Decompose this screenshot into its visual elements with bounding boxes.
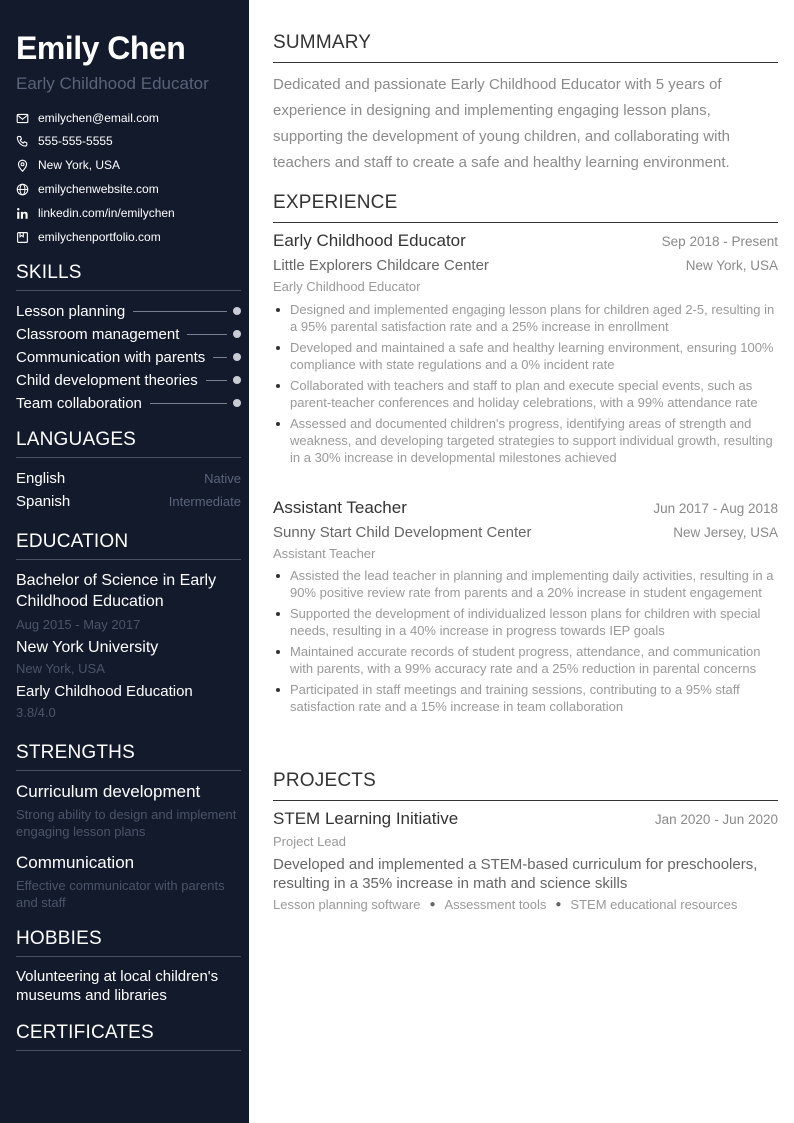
- job-bullet: Supported the development of individualized lesson plans for children with special needs, resulting in a 40% increase in progress towards IEP goals: [273, 605, 778, 639]
- experience-heading: EXPERIENCE: [273, 192, 778, 223]
- job-company: Sunny Start Child Development Center: [273, 524, 532, 541]
- job-role-row: [273, 546, 778, 561]
- candidate-title: Early Childhood Educator: [16, 74, 209, 93]
- contact-location: [16, 156, 120, 174]
- skill-label: Classroom management: [16, 325, 180, 343]
- strength-title: Communication: [16, 853, 135, 872]
- job-role: Assistant Teacher: [273, 546, 376, 561]
- skill-dot: [233, 330, 241, 338]
- education-degree: Bachelor of Science in Early Childhood Education: [16, 572, 217, 610]
- education-gpa: 3.8/4.0: [16, 705, 56, 720]
- contact-phone-text: 555-555-5555: [38, 134, 113, 148]
- job-bullet: Assisted the lead teacher in planning and implementing daily activities, resulting in a 90% positive review rate from parents and a 20% increase in student engagement: [273, 567, 778, 601]
- skill-dot: [233, 353, 241, 361]
- summary-text: Dedicated and passionate Early Childhood Educator with 5 years of experience in designing and implementing engaging lesson plans, supporting the development of young children, and collaborating with teachers and staff to create a safe and healthy learning environment.: [273, 76, 730, 171]
- skill-item: [16, 347, 241, 367]
- skill-line: [133, 311, 227, 312]
- contact-location-text: New York, USA: [38, 158, 121, 172]
- contact-email[interactable]: [16, 109, 159, 127]
- job-company-row: [273, 524, 778, 541]
- skill-item: [16, 393, 241, 413]
- skill-item: [16, 324, 241, 344]
- projects-heading: PROJECTS: [273, 770, 778, 801]
- hobbies-text: Volunteering at local children's museums and libraries: [16, 968, 219, 1004]
- skill-line: [150, 403, 227, 404]
- job-company: Little Explorers Childcare Center: [273, 257, 489, 274]
- skill-line: [187, 334, 227, 335]
- job-location: New Jersey, USA: [673, 525, 778, 540]
- strengths-heading: STRENGTHS: [16, 742, 241, 771]
- job-title: Assistant Teacher: [273, 498, 407, 517]
- project-tool: STEM educational resources: [570, 897, 738, 912]
- job-role: Early Childhood Educator: [273, 279, 421, 294]
- job-bullet: Collaborated with teachers and staff to plan and execute special events, such as parent-teacher conferences and holiday celebrations, with a 99% attendance rate: [273, 377, 778, 411]
- candidate-name: Emily Chen: [16, 30, 186, 66]
- job-dates: Sep 2018 - Present: [661, 234, 778, 249]
- linkedin-icon: [16, 207, 29, 220]
- language-item: [16, 491, 241, 511]
- project-tool: Assessment tools: [444, 897, 547, 912]
- job-role-row: [273, 279, 778, 294]
- skill-dot: [233, 399, 241, 407]
- project-tool: Lesson planning software: [273, 897, 421, 912]
- strength-title: Curriculum development: [16, 782, 201, 801]
- project-header: [273, 809, 778, 829]
- job-bullet: Participated in staff meetings and training sessions, contributing to a 95% staff satisfaction rate and a 15% increase in team collaboration: [273, 681, 778, 715]
- skill-label: Child development theories: [16, 371, 198, 389]
- contact-portfolio-text: emilychenportfolio.com: [38, 230, 161, 244]
- contact-linkedin-text: linkedin.com/in/emilychen: [38, 206, 175, 220]
- language-level: Native: [204, 470, 241, 486]
- skill-line: [213, 357, 227, 358]
- skills-heading: SKILLS: [16, 262, 241, 291]
- portfolio-icon: [16, 231, 29, 244]
- contact-email-text: emilychen@email.com: [38, 111, 159, 125]
- skill-item: [16, 301, 241, 321]
- contact-linkedin[interactable]: [16, 204, 175, 222]
- education-dates: Aug 2015 - May 2017: [16, 617, 141, 632]
- location-pin-icon: [16, 159, 29, 172]
- project-description: Developed and implemented a STEM-based curriculum for preschoolers, resulting in a 35% increase in math and science skills: [273, 856, 758, 892]
- job-company-row: [273, 257, 778, 274]
- job-title: Early Childhood Educator: [273, 231, 466, 250]
- job-location: New York, USA: [685, 258, 778, 273]
- project-dates: Jan 2020 - Jun 2020: [654, 812, 778, 827]
- mail-icon: [16, 112, 29, 125]
- job-bullets: [273, 567, 778, 719]
- contact-portfolio[interactable]: [16, 228, 161, 246]
- job-bullet: Developed and maintained a safe and healthy learning environment, ensuring 100% compliance with state regulations and a 0% incident rate: [273, 339, 778, 373]
- language-name: Spanish: [16, 492, 71, 510]
- summary-heading: SUMMARY: [273, 32, 778, 63]
- contact-website[interactable]: [16, 180, 159, 198]
- skill-dot: [233, 376, 241, 384]
- contact-phone[interactable]: [16, 132, 113, 150]
- certificates-heading: CERTIFICATES: [16, 1022, 241, 1051]
- language-level: Intermediate: [168, 493, 241, 509]
- skill-item: [16, 370, 241, 390]
- job-header: [273, 498, 778, 518]
- education-heading: EDUCATION: [16, 531, 241, 560]
- skill-line: [206, 380, 227, 381]
- language-name: English: [16, 469, 66, 487]
- education-school: New York University: [16, 639, 159, 656]
- phone-icon: [16, 135, 29, 148]
- project-role: Project Lead: [273, 834, 346, 849]
- tool-separator-dot: ●: [555, 899, 562, 910]
- project-tools: [273, 897, 737, 912]
- project-title: STEM Learning Initiative: [273, 809, 459, 828]
- job-header: [273, 231, 778, 251]
- job-bullets: [273, 301, 778, 470]
- languages-heading: LANGUAGES: [16, 429, 241, 458]
- contact-website-text: emilychenwebsite.com: [38, 182, 159, 196]
- skill-label: Lesson planning: [16, 302, 126, 320]
- skill-dot: [233, 307, 241, 315]
- education-field: Early Childhood Education: [16, 683, 193, 700]
- job-bullet: Maintained accurate records of student progress, attendance, and communication with parents, with a 99% accuracy rate and a 25% reduction in parental concerns: [273, 643, 778, 677]
- tool-separator-dot: ●: [429, 899, 436, 910]
- job-bullet: Designed and implemented engaging lesson plans for children aged 2-5, resulting in a 95% parental satisfaction rate and a 25% increase in enrollment: [273, 301, 778, 335]
- education-location: New York, USA: [16, 661, 105, 676]
- language-item: [16, 468, 241, 488]
- hobbies-heading: HOBBIES: [16, 928, 241, 957]
- project-role-row: [273, 834, 778, 849]
- strength-desc: Strong ability to design and implement engaging lesson plans: [16, 807, 237, 839]
- skill-label: Communication with parents: [16, 348, 206, 366]
- sidebar: [0, 0, 249, 1123]
- job-dates: Jun 2017 - Aug 2018: [653, 501, 778, 516]
- strength-desc: Effective communicator with parents and staff: [16, 878, 225, 910]
- globe-icon: [16, 183, 29, 196]
- job-bullet: Assessed and documented children's progress, identifying areas of strength and weakness, and developing targeted strategies to support individual growth, resulting in a 30% increase in developmental milestones achieved: [273, 415, 778, 466]
- skill-label: Team collaboration: [16, 394, 142, 412]
